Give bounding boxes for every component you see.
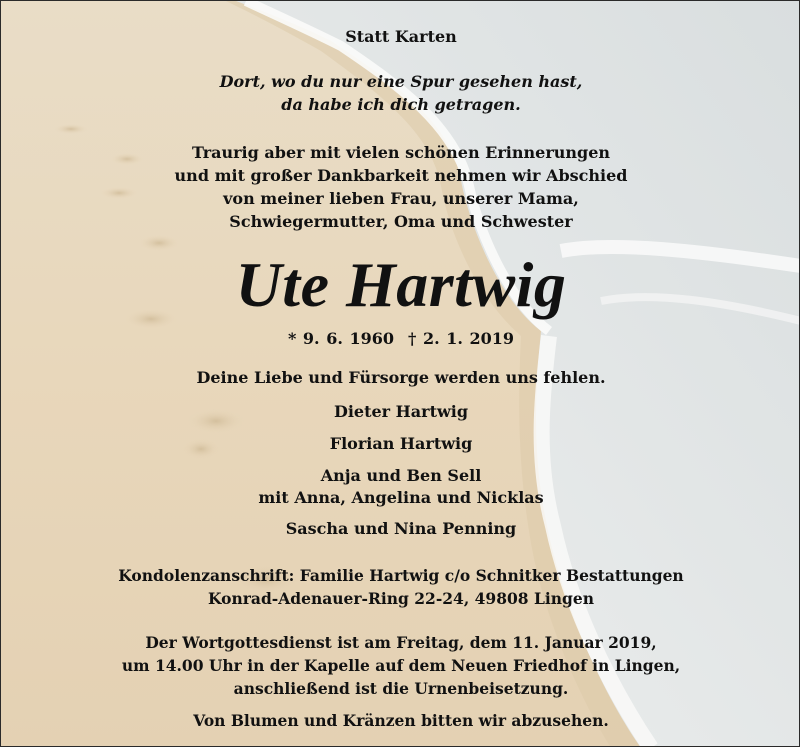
mourner-line: Dieter Hartwig — [333, 402, 469, 421]
deceased-name: Ute Hartwig — [235, 249, 567, 320]
life-dates — [1, 328, 800, 350]
verse-line-2: da habe ich dich getragen. — [281, 95, 521, 114]
intro-line-4: Schwiegermutter, Oma und Schwester — [229, 212, 573, 231]
death-date: † 2. 1. 2019 — [408, 329, 515, 348]
condolence-address-line-2: Konrad-Adenauer-Ring 22-24, 49808 Lingen — [208, 589, 594, 608]
intro-line-1: Traurig aber mit vielen schönen Erinnerungen — [191, 143, 611, 162]
heading-statt-karten: Statt Karten — [345, 27, 457, 46]
service-info-line-3: anschließend ist die Urnenbeisetzung. — [233, 679, 569, 698]
verse-line-1: Dort, wo du nur eine Spur gesehen hast, — [219, 72, 583, 91]
tribute-line: Deine Liebe und Fürsorge werden uns fehlen. — [196, 368, 606, 387]
mourner-line: Sascha und Nina Penning — [285, 519, 517, 538]
mourner-line: Florian Hartwig — [329, 434, 473, 453]
mourner-line: mit Anna, Angelina und Nicklas — [258, 488, 544, 507]
intro-line-3: von meiner lieben Frau, unserer Mama, — [223, 189, 579, 208]
service-info-line-1: Der Wortgottesdienst ist am Freitag, dem 11. Januar 2019, — [145, 633, 657, 652]
service-info-line-2: um 14.00 Uhr in der Kapelle auf dem Neuen Friedhof in Lingen, — [121, 656, 681, 675]
flowers-note: Von Blumen und Kränzen bitten wir abzusehen. — [193, 711, 609, 730]
intro-line-2: und mit großer Dankbarkeit nehmen wir Abschied — [174, 166, 628, 185]
condolence-address-line-1: Kondolenzanschrift: Familie Hartwig c/o Schnitker Bestattungen — [118, 566, 684, 585]
mourner-line: Anja und Ben Sell — [320, 466, 482, 485]
birth-date: * 9. 6. 1960 — [287, 329, 394, 348]
